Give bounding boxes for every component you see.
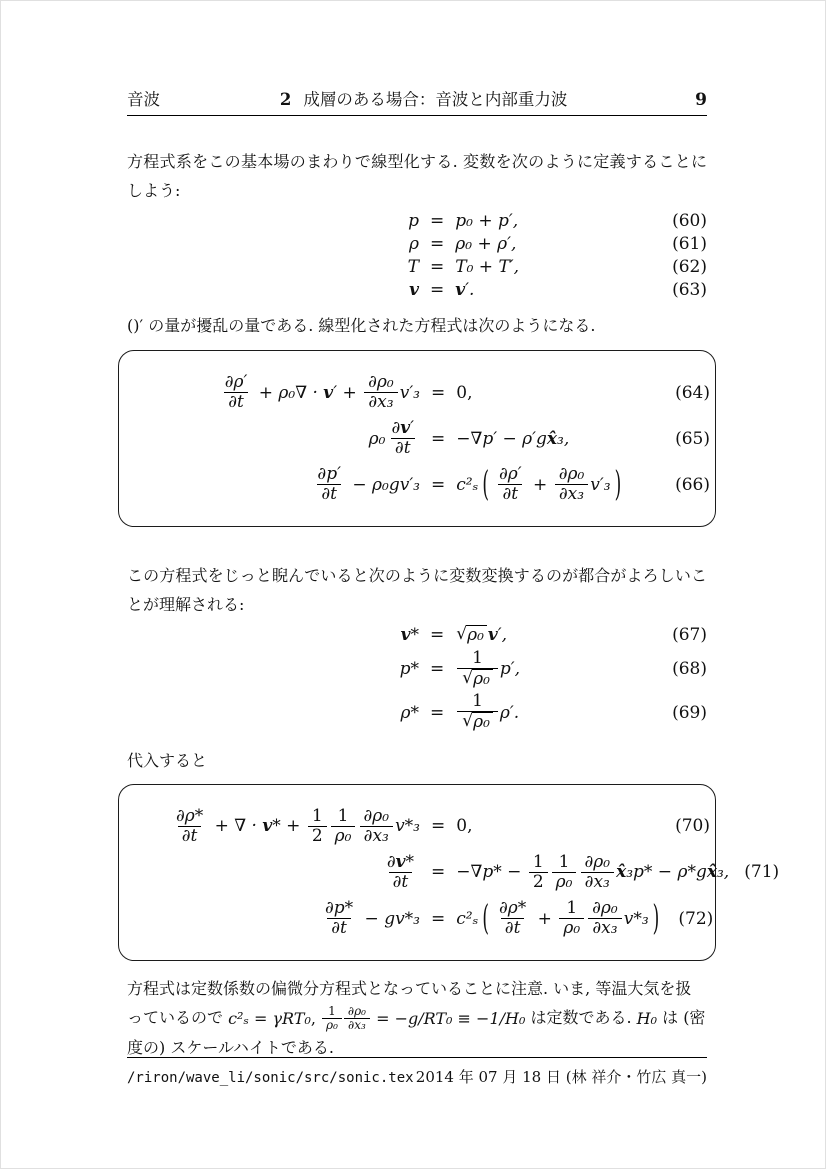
equation-lhs: $\frac{\partial\rho'}{\partial t}$ + ρ₀∇ · v ′ + $\frac{\text{∂ρ₀}}{\text{∂x₃}}$ v′₃: [224, 372, 420, 413]
header-doc-title: 音波: [127, 90, 160, 109]
equation-relation: =: [431, 474, 446, 495]
equation-relation: =: [431, 908, 446, 929]
header-rule: [127, 115, 707, 116]
equation-lhs: v *: [400, 625, 419, 646]
equation-number: (65): [675, 428, 710, 449]
inline-math: H₀: [636, 1009, 658, 1029]
equation-row: [128, 807, 710, 846]
equation-rhs: 1 √ ρ₀ p′,: [455, 649, 657, 690]
equation-number: (64): [675, 382, 710, 403]
equation-number: (72): [678, 908, 714, 929]
equation-relation: =: [430, 211, 445, 231]
equation-group-transform: [127, 625, 707, 733]
equation-row: [127, 234, 707, 254]
equation-relation: =: [431, 428, 446, 449]
equation-row: [128, 419, 710, 458]
equation-relation: =: [431, 382, 446, 403]
equation-number: (67): [672, 625, 707, 646]
equation-lhs: ρ: [409, 234, 419, 254]
equation-lhs: $\frac{\partial\rho*}{\partial t}$ + ∇ · v * + $\frac{1}{2}$ $\frac{1}{\text{ρ₀}}$ $\frac{\text{∂ρ₀}}{\text{∂x₃}}$ v*₃: [175, 805, 420, 846]
equation-row: [127, 257, 707, 277]
equation-relation: =: [430, 280, 445, 300]
header-page-number: 9: [695, 90, 707, 110]
equation-rhs: 0,: [456, 816, 473, 837]
equation-lhs: $\frac{\partial p'}{\partial t}$ − ρ₀gv′₃: [317, 464, 420, 505]
equation-relation: =: [430, 659, 445, 680]
equation-number: (68): [672, 659, 707, 680]
equation-row: [127, 625, 707, 646]
equation-rhs: 1 √ ρ₀ ρ′.: [455, 692, 657, 733]
equation-rhs: T₀ + T′,: [455, 257, 520, 277]
equation-lhs: T: [407, 257, 419, 277]
equation-number: (61): [672, 234, 707, 254]
page-content: [127, 86, 780, 1062]
equation-row: [127, 692, 707, 733]
equation-number: (62): [672, 257, 707, 277]
equation-rhs: c²ₛ ( $\frac{\partial\rho*}{\partial t}$ + $\frac{1}{\text{ρ₀}}$ $\frac{\text{∂ρ₀}}{\text{∂x₃}}$ v*₃ ): [456, 898, 660, 940]
equation-row: [127, 280, 707, 300]
inline-math: c²ₛ = γRT₀ , $\frac{1}{\text{ρ₀}}$ $\frac{\text{∂ρ₀}}{\text{∂x₃}}$ = −g/RT₀ ≡ −1/H₀: [228, 1003, 526, 1033]
page-header: [127, 86, 707, 110]
paragraph-variable-transform: この方程式をじっと睨んでいると次のように変数変換するのが都合がよろしいことが理解される:: [127, 566, 707, 615]
paragraph-scale-height-note: 方程式は定数係数の偏微分方程式となっていることに注意. いま, 等温大気を扱っているので c²ₛ = γRT₀ , $\frac{1}{\text{ρ₀}}$ $\frac{\text{∂ρ₀}}{\text{∂x₃}}$ = −g/RT₀ ≡ −1/H₀ は定数である. H₀ は (密度の) スケールハイトである.: [127, 979, 706, 1058]
equation-lhs: v: [409, 280, 419, 300]
equation-number: (63): [672, 280, 707, 300]
equation-relation: =: [430, 257, 445, 277]
equation-lhs: $\frac{\partial p*}{\partial t}$ − gv*₃: [324, 898, 420, 939]
equation-rhs: √ ρ₀ v ′,: [456, 624, 508, 646]
equation-relation: =: [431, 862, 446, 883]
footer-file-path: /riron/wave_li/sonic/src/sonic.tex: [127, 1070, 414, 1086]
equation-rhs: c²ₛ ( $\frac{\partial\rho'}{\partial t}$ + $\frac{\text{∂ρ₀}}{\text{∂x₃}}$ v′₃ ): [456, 464, 622, 506]
page-footer: [127, 1057, 707, 1087]
equation-rhs: v ′.: [455, 280, 475, 300]
header-section-title: 成層のある場合：音波と内部重力波: [303, 90, 568, 109]
equation-number: (71): [744, 862, 780, 883]
equation-rhs: ρ₀ + ρ′,: [455, 234, 517, 254]
equation-lhs: p*: [399, 659, 419, 680]
equation-group-definitions: [127, 211, 707, 300]
footer-date: 2014 年 07 月 18 日 (林 祥介・竹広 真一): [415, 1068, 707, 1086]
equation-box-linearized: [118, 350, 716, 527]
paragraph-substitute: 代入すると: [127, 750, 208, 770]
equation-row: [128, 851, 780, 892]
equation-relation: =: [430, 234, 445, 254]
equation-rhs: p₀ + p′,: [455, 211, 519, 231]
equation-rhs: −∇p′ − ρ′g x̂ ₃,: [456, 428, 570, 449]
equation-relation: =: [430, 625, 445, 646]
equation-row: [128, 373, 710, 412]
equation-lhs: ρ*: [400, 702, 419, 723]
equation-lhs: ∂ v * ∂t: [386, 851, 414, 892]
equation-box-transformed: [118, 784, 780, 961]
equation-lhs: p: [408, 211, 419, 231]
equation-row: [127, 211, 707, 231]
equation-relation: =: [431, 816, 446, 837]
equation-number: (69): [672, 702, 707, 723]
equation-row: [128, 465, 710, 504]
equation-number: (66): [675, 474, 710, 495]
paragraph-perturbation-note: ()′ の量が擾乱の量である. 線型化された方程式は次のようになる.: [127, 316, 596, 335]
equation-number: (60): [672, 211, 707, 231]
equation-row: [127, 649, 707, 690]
header-section-number: 2: [279, 90, 292, 109]
equation-rhs: −∇p* − $\frac{1}{2}$ $\frac{1}{\text{ρ₀}}$ $\frac{\text{∂ρ₀}}{\text{∂x₃}}$ x̂ ₃p* − ρ*g x̂ ₃,: [456, 851, 730, 892]
equation-number: (70): [675, 816, 710, 837]
equation-rhs: 0,: [456, 382, 473, 403]
equation-relation: =: [430, 702, 445, 723]
paragraph-linearization: 方程式系をこの基本場のまわりで線型化する. 変数を次のように定義することにしよう:: [127, 152, 707, 200]
equation-lhs: ρ₀ ∂ v ′ ∂t: [368, 418, 414, 459]
header-running-title: [160, 86, 687, 110]
equation-row: [128, 898, 714, 940]
